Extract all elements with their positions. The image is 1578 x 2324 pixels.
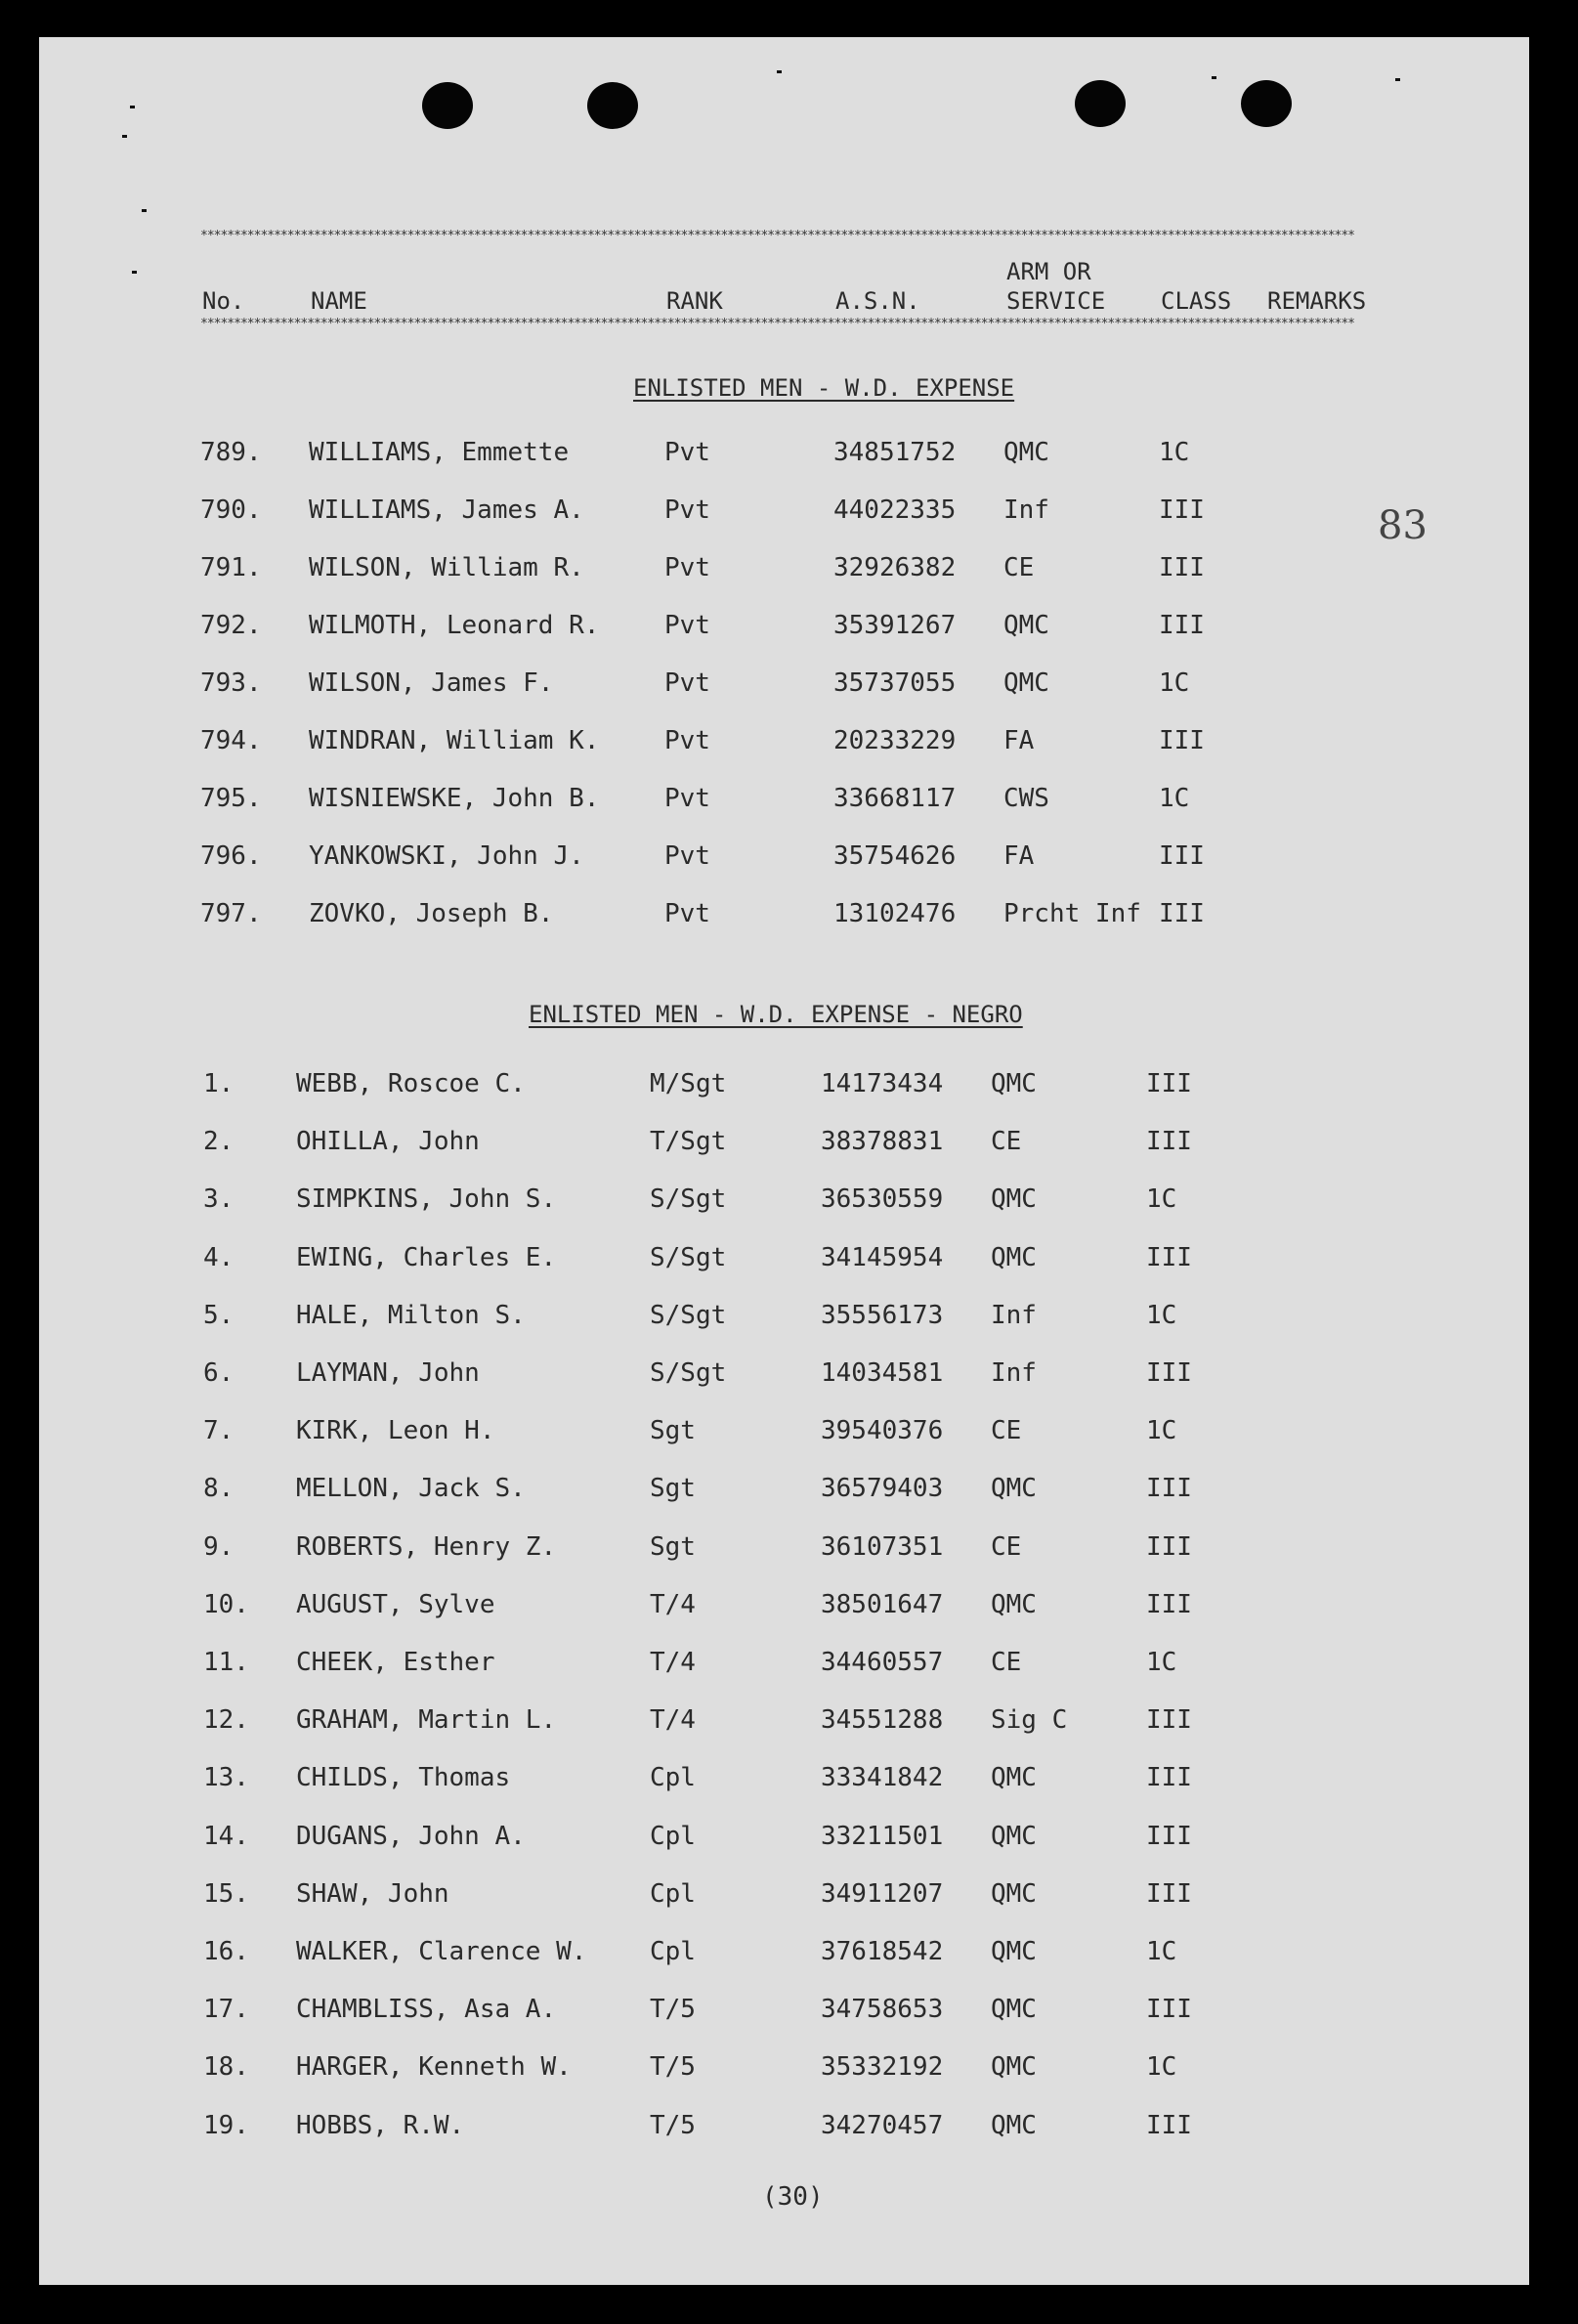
table-row <box>0 1763 1578 1802</box>
cell-name: ROBERTS, Henry Z. <box>296 1531 557 1562</box>
cell-arm: QMC <box>991 1589 1037 1619</box>
table-row <box>0 1995 1578 2034</box>
ink-speck <box>142 209 147 212</box>
cell-no: 797. <box>200 899 262 928</box>
cell-no: 5. <box>203 1300 235 1330</box>
cell-arm: QMC <box>991 1821 1037 1851</box>
cell-class: III <box>1146 1069 1192 1098</box>
cell-class: III <box>1146 1878 1192 1909</box>
cell-class: III <box>1146 1531 1192 1562</box>
cell-no: 12. <box>203 1705 249 1736</box>
header-name: NAME <box>311 287 367 315</box>
cell-no: 790. <box>200 495 262 525</box>
cell-arm: QMC <box>991 1242 1037 1272</box>
cell-class: 1C <box>1146 1648 1177 1677</box>
cell-asn: 35556173 <box>821 1300 944 1330</box>
cell-arm: QMC <box>991 1474 1037 1504</box>
page-number: (30) <box>762 2182 824 2212</box>
cell-name: WILMOTH, Leonard R. <box>309 611 600 640</box>
cell-arm: QMC <box>1003 668 1049 698</box>
cell-no: 6. <box>203 1358 235 1388</box>
cell-class: III <box>1146 1763 1192 1793</box>
cell-arm: FA <box>1003 841 1035 871</box>
cell-rank: T/4 <box>650 1589 696 1619</box>
cell-no: 14. <box>203 1821 249 1851</box>
cell-rank: M/Sgt <box>650 1069 727 1098</box>
cell-rank: T/4 <box>650 1705 696 1736</box>
cell-rank: Sgt <box>650 1531 696 1562</box>
cell-arm: QMC <box>991 1937 1037 1966</box>
cell-asn: 37618542 <box>821 1937 944 1966</box>
cell-no: 13. <box>203 1763 249 1793</box>
cell-name: CHEEK, Esther <box>296 1648 495 1677</box>
cell-asn: 34758653 <box>821 1995 944 2025</box>
cell-name: DUGANS, John A. <box>296 1821 526 1851</box>
cell-rank: T/Sgt <box>650 1127 727 1157</box>
cell-no: 19. <box>203 2110 249 2140</box>
cell-rank: T/5 <box>650 1995 696 2025</box>
cell-rank: S/Sgt <box>650 1300 727 1330</box>
cell-name: EWING, Charles E. <box>296 1242 557 1272</box>
cell-class: 1C <box>1146 1416 1177 1446</box>
cell-name: CHILDS, Thomas <box>296 1763 511 1793</box>
cell-name: CHAMBLISS, Asa A. <box>296 1995 557 2025</box>
table-row <box>0 1184 1578 1224</box>
table-row <box>0 1301 1578 1340</box>
cell-name: WISNIEWSKE, John B. <box>309 784 600 813</box>
cell-rank: S/Sgt <box>650 1358 727 1388</box>
cell-arm: QMC <box>991 1995 1037 2025</box>
cell-asn: 35391267 <box>833 611 957 640</box>
cell-class: III <box>1146 1821 1192 1851</box>
cell-arm: Inf <box>991 1300 1037 1330</box>
cell-no: 2. <box>203 1127 235 1157</box>
cell-name: HALE, Milton S. <box>296 1300 526 1330</box>
table-row <box>0 1590 1578 1629</box>
cell-asn: 34145954 <box>821 1242 944 1272</box>
cell-arm: QMC <box>991 1878 1037 1909</box>
cell-asn: 39540376 <box>821 1416 944 1446</box>
cell-arm: CE <box>991 1127 1022 1157</box>
table-row <box>0 1937 1578 1976</box>
cell-name: WINDRAN, William K. <box>309 726 600 755</box>
cell-asn: 13102476 <box>833 899 957 928</box>
cell-asn: 35332192 <box>821 2052 944 2083</box>
cell-no: 9. <box>203 1531 235 1562</box>
cell-asn: 34270457 <box>821 2110 944 2140</box>
cell-asn: 35754626 <box>833 841 957 871</box>
ink-speck <box>1212 76 1216 79</box>
table-row <box>0 668 1578 708</box>
table-row <box>0 2111 1578 2150</box>
cell-rank: Cpl <box>650 1937 696 1966</box>
cell-class: 1C <box>1159 668 1190 698</box>
cell-arm: CWS <box>1003 784 1049 813</box>
cell-no: 11. <box>203 1648 249 1677</box>
ink-speck <box>132 271 137 274</box>
cell-class: III <box>1159 726 1205 755</box>
cell-asn: 33668117 <box>833 784 957 813</box>
section-title-wd-expense: ENLISTED MEN - W.D. EXPENSE <box>633 374 1015 402</box>
cell-class: 1C <box>1146 1937 1177 1966</box>
table-row <box>0 1879 1578 1918</box>
cell-name: WEBB, Roscoe C. <box>296 1069 526 1098</box>
cell-rank: T/4 <box>650 1648 696 1677</box>
table-row <box>0 1532 1578 1571</box>
table-row <box>0 841 1578 881</box>
cell-rank: Pvt <box>664 784 710 813</box>
cell-class: III <box>1146 1589 1192 1619</box>
cell-no: 793. <box>200 668 262 698</box>
cell-rank: T/5 <box>650 2052 696 2083</box>
header-asn: A.S.N. <box>835 287 920 315</box>
cell-arm: CE <box>991 1531 1022 1562</box>
table-row <box>0 611 1578 650</box>
cell-no: 18. <box>203 2052 249 2083</box>
table-row <box>0 899 1578 938</box>
cell-arm: CE <box>1003 553 1035 582</box>
cell-arm: QMC <box>991 1184 1037 1215</box>
section-title-wd-expense-negro: ENLISTED MEN - W.D. EXPENSE - NEGRO <box>529 1001 1023 1028</box>
cell-arm: Sig C <box>991 1705 1068 1736</box>
cell-asn: 14034581 <box>821 1358 944 1388</box>
cell-name: KIRK, Leon H. <box>296 1416 495 1446</box>
cell-no: 1. <box>203 1069 235 1098</box>
ink-speck <box>1395 78 1400 81</box>
table-row <box>0 2052 1578 2091</box>
cell-asn: 38501647 <box>821 1589 944 1619</box>
table-row <box>0 438 1578 477</box>
punch-hole <box>587 82 638 129</box>
cell-rank: Sgt <box>650 1416 696 1446</box>
table-row <box>0 1416 1578 1455</box>
cell-class: III <box>1146 1358 1192 1388</box>
punch-hole <box>422 82 473 129</box>
cell-no: 17. <box>203 1995 249 2025</box>
cell-class: III <box>1146 1242 1192 1272</box>
cell-class: III <box>1159 553 1205 582</box>
header-arm-line1: ARM OR <box>1006 258 1091 285</box>
cell-arm: Inf <box>1003 495 1049 525</box>
cell-asn: 44022335 <box>833 495 957 525</box>
cell-asn: 36530559 <box>821 1184 944 1215</box>
cell-rank: Pvt <box>664 841 710 871</box>
header-class: CLASS <box>1161 287 1232 315</box>
cell-name: LAYMAN, John <box>296 1358 480 1388</box>
cell-class: III <box>1159 611 1205 640</box>
cell-name: OHILLA, John <box>296 1127 480 1157</box>
cell-class: 1C <box>1146 2052 1177 2083</box>
cell-rank: Pvt <box>664 553 710 582</box>
table-row <box>0 495 1578 535</box>
cell-class: III <box>1159 899 1205 928</box>
cell-arm: FA <box>1003 726 1035 755</box>
cell-no: 10. <box>203 1589 249 1619</box>
cell-name: MELLON, Jack S. <box>296 1474 526 1504</box>
cell-rank: S/Sgt <box>650 1242 727 1272</box>
cell-no: 796. <box>200 841 262 871</box>
cell-asn: 20233229 <box>833 726 957 755</box>
table-row <box>0 726 1578 765</box>
table-row <box>0 1127 1578 1166</box>
cell-name: SIMPKINS, John S. <box>296 1184 557 1215</box>
cell-rank: Pvt <box>664 668 710 698</box>
table-row <box>0 1474 1578 1513</box>
table-row <box>0 553 1578 592</box>
cell-no: 3. <box>203 1184 235 1215</box>
cell-no: 795. <box>200 784 262 813</box>
cell-name: HOBBS, R.W. <box>296 2110 465 2140</box>
cell-rank: Pvt <box>664 726 710 755</box>
cell-class: III <box>1146 1474 1192 1504</box>
table-row <box>0 1069 1578 1108</box>
page-stamp: 83 <box>1378 503 1428 548</box>
cell-class: III <box>1146 2110 1192 2140</box>
cell-name: YANKOWSKI, John J. <box>309 841 584 871</box>
cell-no: 789. <box>200 438 262 467</box>
punch-hole <box>1241 80 1292 127</box>
cell-rank: Cpl <box>650 1821 696 1851</box>
table-row <box>0 1358 1578 1398</box>
cell-rank: S/Sgt <box>650 1184 727 1215</box>
cell-asn: 35737055 <box>833 668 957 698</box>
asterisk-rule-top: ***************************************************************************************************************************************************************************** <box>200 229 1355 243</box>
cell-arm: QMC <box>991 2110 1037 2140</box>
cell-name: WALKER, Clarence W. <box>296 1937 587 1966</box>
cell-arm: QMC <box>1003 611 1049 640</box>
cell-rank: Sgt <box>650 1474 696 1504</box>
header-remarks: REMARKS <box>1267 287 1367 315</box>
table-row <box>0 1243 1578 1282</box>
header-rank: RANK <box>666 287 723 315</box>
cell-asn: 36107351 <box>821 1531 944 1562</box>
cell-asn: 34460557 <box>821 1648 944 1677</box>
cell-arm: Inf <box>991 1358 1037 1388</box>
ink-speck <box>122 135 127 138</box>
cell-arm: QMC <box>991 2052 1037 2083</box>
cell-class: III <box>1146 1995 1192 2025</box>
cell-class: 1C <box>1146 1184 1177 1215</box>
table-row <box>0 1648 1578 1687</box>
cell-rank: T/5 <box>650 2110 696 2140</box>
cell-arm: CE <box>991 1648 1022 1677</box>
cell-asn: 36579403 <box>821 1474 944 1504</box>
cell-no: 8. <box>203 1474 235 1504</box>
table-row <box>0 1822 1578 1861</box>
cell-asn: 34551288 <box>821 1705 944 1736</box>
cell-asn: 32926382 <box>833 553 957 582</box>
cell-class: 1C <box>1146 1300 1177 1330</box>
cell-name: SHAW, John <box>296 1878 449 1909</box>
ink-speck <box>777 70 782 73</box>
cell-name: ZOVKO, Joseph B. <box>309 899 554 928</box>
asterisk-rule-bottom: ***************************************************************************************************************************************************************************** <box>200 317 1355 331</box>
table-row <box>0 1705 1578 1744</box>
cell-no: 791. <box>200 553 262 582</box>
cell-class: III <box>1146 1127 1192 1157</box>
cell-arm: CE <box>991 1416 1022 1446</box>
table-row <box>0 784 1578 823</box>
cell-asn: 33211501 <box>821 1821 944 1851</box>
cell-no: 794. <box>200 726 262 755</box>
cell-rank: Pvt <box>664 495 710 525</box>
cell-class: 1C <box>1159 438 1190 467</box>
cell-name: WILSON, James F. <box>309 668 554 698</box>
cell-rank: Cpl <box>650 1878 696 1909</box>
cell-class: 1C <box>1159 784 1190 813</box>
cell-rank: Pvt <box>664 899 710 928</box>
cell-name: GRAHAM, Martin L. <box>296 1705 557 1736</box>
cell-rank: Pvt <box>664 611 710 640</box>
cell-no: 16. <box>203 1937 249 1966</box>
cell-no: 7. <box>203 1416 235 1446</box>
header-arm-line2: SERVICE <box>1006 287 1106 315</box>
cell-asn: 34851752 <box>833 438 957 467</box>
header-no: No. <box>202 287 245 315</box>
cell-name: WILSON, William R. <box>309 553 584 582</box>
cell-name: AUGUST, Sylve <box>296 1589 495 1619</box>
cell-name: HARGER, Kenneth W. <box>296 2052 572 2083</box>
cell-class: III <box>1159 495 1205 525</box>
cell-name: WILLIAMS, Emmette <box>309 438 570 467</box>
cell-no: 4. <box>203 1242 235 1272</box>
cell-asn: 33341842 <box>821 1763 944 1793</box>
cell-asn: 34911207 <box>821 1878 944 1909</box>
cell-no: 792. <box>200 611 262 640</box>
cell-arm: Prcht Inf <box>1003 899 1141 928</box>
cell-arm: QMC <box>1003 438 1049 467</box>
cell-class: III <box>1146 1705 1192 1736</box>
cell-arm: QMC <box>991 1763 1037 1793</box>
ink-speck <box>130 106 135 108</box>
cell-asn: 38378831 <box>821 1127 944 1157</box>
cell-class: III <box>1159 841 1205 871</box>
cell-arm: QMC <box>991 1069 1037 1098</box>
cell-no: 15. <box>203 1878 249 1909</box>
cell-name: WILLIAMS, James A. <box>309 495 584 525</box>
cell-asn: 14173434 <box>821 1069 944 1098</box>
punch-hole <box>1075 80 1126 127</box>
cell-rank: Cpl <box>650 1763 696 1793</box>
cell-rank: Pvt <box>664 438 710 467</box>
